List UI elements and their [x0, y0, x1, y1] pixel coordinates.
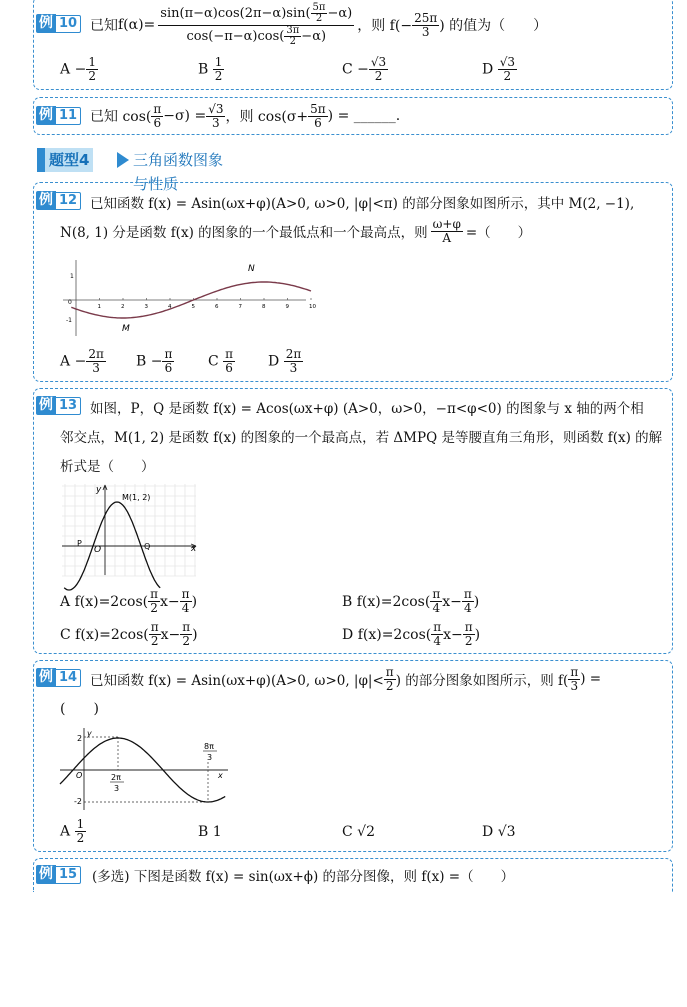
x-tick-label: 3 — [144, 304, 148, 310]
example-number: 14 — [55, 669, 81, 687]
option-d[interactable]: D $\frac{2\pi}{3}$ — [268, 347, 302, 375]
example-15-stem: (多选) 下图是函数 f(x) = sin(ωx+ϕ) 的部分图像，则 f(x) =（ ） — [92, 869, 515, 885]
option-a[interactable]: A − $\frac{1}{2}$ — [60, 55, 96, 83]
option-b[interactable]: B f(x)=2cos( $\frac{\pi}{4}$ x− $\frac{\pi}{4}$ ) — [342, 587, 480, 615]
x-tick-label: 4 — [168, 304, 172, 310]
play-arrow-icon — [117, 152, 129, 168]
section-header — [37, 148, 227, 193]
example-number: 15 — [55, 866, 81, 884]
example-12-line1: 已知函数 f(x) = Asin(ωx+φ)(A>0, ω>0, |φ|<π) 的部分图象如图所示，其中 M(2, −1), — [90, 196, 635, 212]
example-number: 11 — [55, 107, 81, 125]
example-14-line2: ( ) — [60, 701, 99, 717]
axis-label-x: x — [218, 771, 223, 780]
example-13-line1: 如图，P，Q 是函数 f(x) = Acos(ωx+φ) (A>0，ω>0，−π<φ<0) 的图象与 x 轴的两个相 — [90, 401, 644, 417]
origin-label: O — [94, 545, 102, 555]
option-b[interactable]: B 1 — [198, 824, 222, 840]
x-tick-label: 6 — [215, 304, 219, 310]
axis-label-x: x — [191, 544, 197, 554]
option-c[interactable]: C − $\frac{√3}{2}$ — [342, 55, 387, 83]
example-11-stem: 已知 cos( $\frac{\pi}{6}$ −σ) = $\frac{√3}{3}$ ，则 cos(σ+ $\frac{5\pi}{6}$ ) = ______. — [90, 101, 401, 130]
point-label-n: N — [248, 264, 255, 274]
example-13-line2: 邻交点，M(1, 2) 是函数 f(x) 的图象的一个最高点，若 ΔMPQ 是等腰直角三角形，则函数 f(x) 的解 — [60, 430, 663, 446]
x-tick-label: 10 — [309, 304, 316, 310]
example-number: 13 — [55, 397, 81, 415]
example-14-graph — [56, 726, 231, 816]
option-c[interactable]: C √2 — [342, 824, 375, 840]
section-title: 三角函数图象与性质 — [133, 151, 224, 193]
option-a[interactable]: A − $\frac{2\pi}{3}$ — [60, 347, 104, 375]
option-b[interactable]: B $\frac{1}{2}$ — [198, 55, 223, 83]
example-13-line3: 析式是（ ） — [60, 459, 155, 475]
option-a[interactable]: A f(x)=2cos( $\frac{\pi}{2}$ x− $\frac{\pi}{4}$ ) — [60, 587, 198, 615]
x-tick-label: 3 — [114, 784, 120, 793]
y-tick-label: 1 — [70, 273, 74, 280]
example-word: 例 — [36, 396, 56, 415]
y-tick-label: 2 — [77, 734, 83, 743]
main-fraction: sin(π−α)cos(2π−α)sin( $\frac{5\pi}{2}$ −α) cos(−π−α)cos( $\frac{3\pi}{2}$ −α) — [160, 2, 353, 47]
point-label-m: M — [122, 324, 130, 334]
point-label-m: M(1, 2) — [122, 493, 151, 502]
example-11-label — [36, 106, 81, 125]
x-tick-label: 3 — [207, 753, 213, 762]
example-word: 例 — [36, 14, 56, 33]
option-d[interactable]: D $\frac{√3}{2}$ — [482, 55, 515, 83]
example-12-graph — [58, 258, 316, 338]
x-tick-label: 8 — [262, 304, 266, 310]
example-14-line1: 已知函数 f(x) = Asin(ωx+φ)(A>0, ω>0, |φ|< $\frac{\pi}{2}$ ) 的部分图象如图所示，则 f( $\frac{\pi}{3}$ ) = — [90, 664, 602, 693]
example-word: 例 — [36, 865, 56, 884]
option-d[interactable]: D √3 — [482, 824, 516, 840]
origin-label: O — [76, 771, 83, 780]
option-a[interactable]: A $\frac{1}{2}$ — [60, 817, 85, 845]
point-label-q: Q — [144, 542, 151, 551]
x-tick-label: 8π — [204, 742, 214, 751]
example-12-label — [36, 191, 81, 210]
example-word: 例 — [36, 191, 56, 210]
example-15-label — [36, 865, 81, 884]
point-label-p: P — [77, 539, 82, 548]
example-12-line2: N(8, 1) 分是函数 f(x) 的图象的一个最低点和一个最高点，则 $\frac{\omega+\varphi}{A}$ =（ ） — [60, 216, 532, 245]
axis-label-y: y — [87, 729, 92, 738]
example-number: 12 — [55, 192, 81, 210]
option-c[interactable]: C $\frac{\pi}{6}$ — [208, 347, 234, 375]
x-tick-label: 2π — [111, 773, 121, 782]
example-word: 例 — [36, 106, 56, 125]
x-tick-label: 2 — [121, 304, 125, 310]
option-d[interactable]: D f(x)=2cos( $\frac{\pi}{4}$ x− $\frac{\pi}{2}$ ) — [342, 620, 481, 648]
option-b[interactable]: B − $\frac{\pi}{6}$ — [136, 347, 173, 375]
example-13-graph — [60, 480, 210, 580]
example-10-stem: 已知 f(α)= sin(π−α)cos(2π−α)sin( $\frac{5\pi}{2}$ −α) cos(−π−α)cos( $\frac{3\pi}{2}$ −α) ，则 f(− $\frac{25\pi}{3}$ ) 的值为（ ） — [90, 2, 548, 47]
option-c[interactable]: C f(x)=2cos( $\frac{\pi}{2}$ x− $\frac{\pi}{2}$ ) — [60, 620, 198, 648]
axis-label-y: y — [96, 485, 102, 495]
example-word: 例 — [36, 668, 56, 687]
y-tick-label: -2 — [74, 797, 82, 806]
x-tick-label: 5 — [191, 304, 195, 310]
example-13-label — [36, 396, 81, 415]
x-tick-label: 1 — [97, 304, 101, 310]
x-tick-label: 7 — [238, 304, 242, 310]
y-tick-label: 0 — [68, 299, 72, 306]
example-number: 10 — [55, 15, 81, 33]
section-tag: 题型4 — [45, 148, 93, 172]
example-14-label — [36, 668, 81, 687]
x-tick-label: 9 — [285, 304, 289, 310]
example-10-label — [36, 14, 81, 33]
y-tick-label: -1 — [66, 317, 72, 324]
